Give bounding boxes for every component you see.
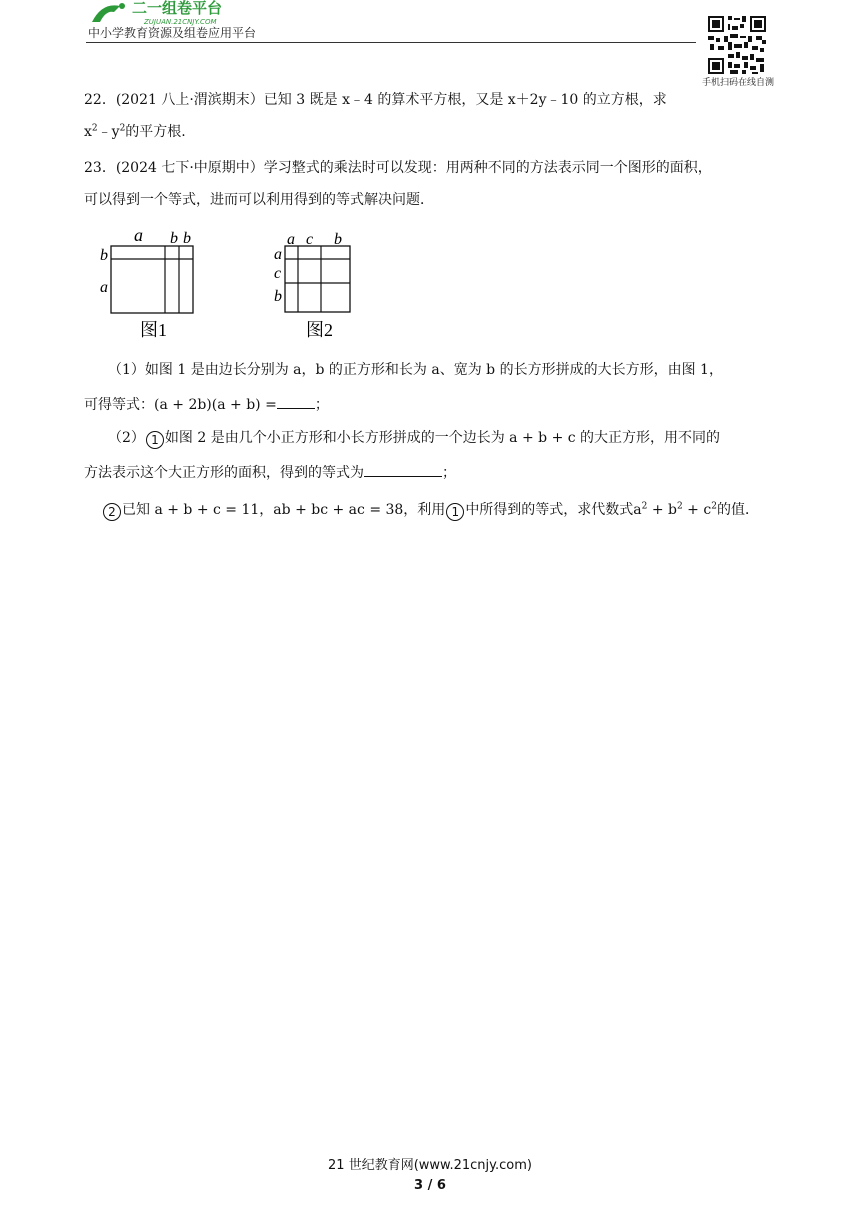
part3-text-a: 已知 a + b + c = 11，ab + bc + ac = 38，利用 [122,502,446,518]
part1-equation: 可得等式：(a + 2b)(a + b) = [84,397,277,413]
fig1-top-b1: b [170,230,178,247]
fig2-caption: 图2 [306,320,333,340]
qr-caption: 手机扫码在线自测 [701,78,774,88]
header-divider [86,42,696,43]
fig1-caption: 图1 [140,320,167,340]
q23-part1-line2 [84,394,329,415]
fig1-side-a: a [100,279,108,296]
qr-code[interactable] [706,14,768,76]
figure-2 [270,228,365,347]
part2-text2: 方法表示这个大正方形的面积，得到的等式为 [84,465,364,481]
fig2-side-c: c [274,265,282,282]
fig2-top-a: a [287,231,295,248]
logo-title: 二一组卷平台 [132,0,223,17]
q23-part2-line2 [84,462,456,483]
part3-text-c: + b [647,502,677,518]
q23-part1-line1: （1）如图 1 是由边长分别为 a，b 的正方形和长为 a、宽为 b 的长方形拼成的大长方形，由图 1， [108,362,723,378]
fig1-side-b: b [100,247,108,264]
fig2-side-a: a [274,246,282,263]
q22-y: ﹣y [97,124,120,140]
part2-text: 如图 2 是由几个小正方形和小长方形拼成的一个边长为 a + b + c 的大正方形，用不同的 [164,430,721,446]
q23-line1: 23．(2024 七下·中原期中）学习整式的乘法时可以发现：用两种不同的方法表示同一个图形的面积， [84,160,712,176]
page-number: 3 / 6 [414,1178,446,1193]
figure-1 [98,228,208,347]
q23-part3-line: 2 已知 a + b + c = 11，ab + bc + ac = 38，利用 1 中所得到的等式，求代数式$a^2 + b^2 + c^2$的值． [102,500,759,521]
part2-prefix: （2） [108,430,145,446]
fig2-top-c: c [306,231,314,248]
q22-x: x [84,124,92,140]
part1-semicolon: ； [314,397,329,413]
circled-number-1-ref: 1 [446,503,464,521]
q22-line1: 22．(2021 八上·渭滨期末）已知 3 既是 x﹣4 的算术平方根，又是 x＋2y﹣10 的立方根，求 [84,92,667,108]
footer-site[interactable]: 21 世纪教育网(www.21cnjy.com) [328,1158,532,1173]
circled-number-2: 2 [103,503,121,521]
fig1-top-a: a [134,228,143,245]
logo-url: ZUJUAN.21CNJY.COM [144,18,217,26]
q23-part2-line1 [108,428,720,449]
part2-answer-blank[interactable] [364,462,442,477]
q22-tail: 的平方根. [125,124,186,140]
part2-semicolon: ； [442,465,456,481]
part1-answer-blank[interactable] [277,394,315,409]
q22-line2: $x^2﹣y^2$的平方根. [84,123,186,140]
part3-text-b: 中所得到的等式，求代数式a [465,502,642,518]
header-subtitle: 中小学教育资源及组卷应用平台 [88,26,257,40]
site-logo [88,0,268,26]
fig2-side-b: b [274,288,282,305]
q23-line2: 可以得到一个等式，进而可以利用得到的等式解决问题． [84,192,434,208]
fig2-top-b: b [334,231,342,248]
part3-text-e: 的值． [716,502,759,518]
part3-text-d: + c [682,502,712,518]
fig1-top-b2: b [183,230,191,247]
circled-number-1: 1 [146,431,164,449]
